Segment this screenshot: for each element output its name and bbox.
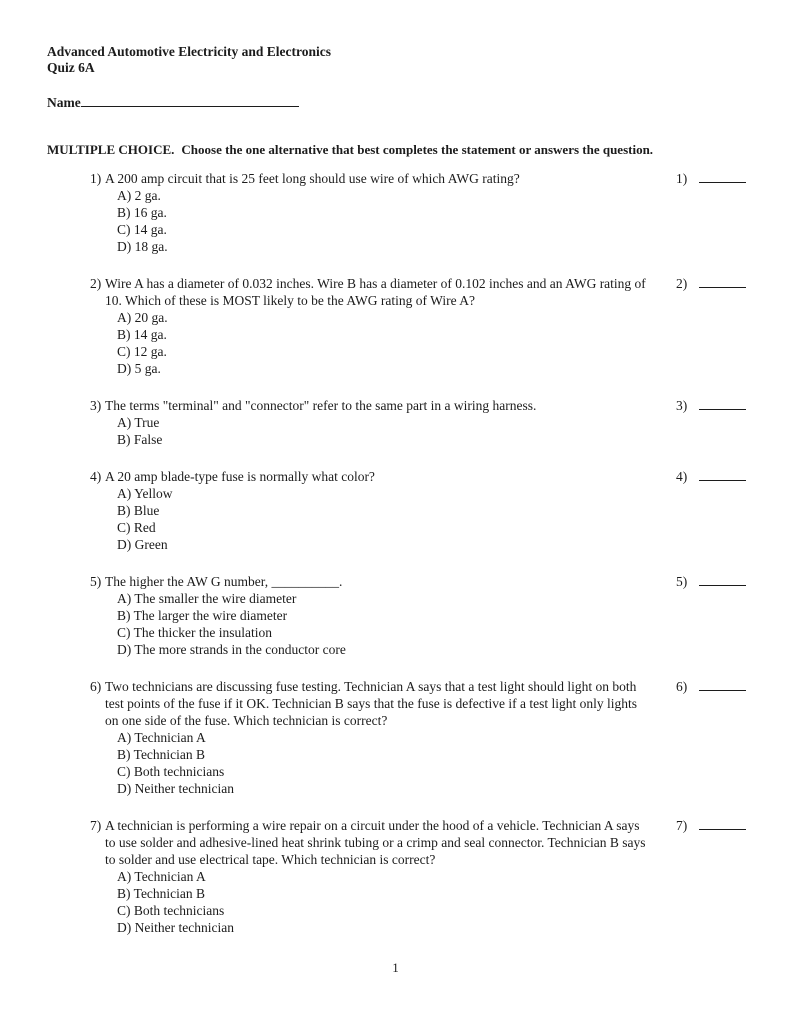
option-label: D)	[117, 642, 132, 657]
option-label: D)	[117, 781, 132, 796]
question-content	[90, 678, 650, 797]
option-row	[90, 519, 650, 536]
option-text: 18 ga.	[134, 239, 168, 254]
option-row	[90, 902, 650, 919]
quiz-title: Quiz 6A	[47, 60, 95, 75]
question-content	[90, 275, 650, 377]
question-text: A 200 amp circuit that is 25 feet long should use wire of which AWG rating?	[105, 171, 520, 186]
question-number: 4)	[90, 469, 102, 484]
option-text: 20 ga.	[134, 310, 168, 325]
question-number: 1)	[90, 171, 102, 186]
question-list	[47, 170, 748, 936]
option-label: B)	[117, 432, 131, 447]
option-row	[90, 536, 650, 553]
option-text: Both technicians	[133, 903, 225, 918]
answer-blank-field[interactable]	[699, 468, 746, 481]
question-text: The terms "terminal" and "connector" refer to the same part in a wiring harness.	[105, 398, 537, 413]
option-row	[90, 919, 650, 936]
answer-area	[676, 468, 748, 485]
option-text: Technician B	[133, 747, 206, 762]
question-block	[47, 275, 748, 377]
option-row	[90, 343, 650, 360]
option-label: C)	[117, 764, 131, 779]
answer-blank-field[interactable]	[699, 397, 746, 410]
option-label: B)	[117, 503, 131, 518]
question-content	[90, 170, 650, 255]
page-number: 1	[392, 960, 399, 975]
option-text: The smaller the wire diameter	[134, 591, 297, 606]
question-content	[90, 468, 650, 553]
question-content	[90, 817, 650, 936]
option-row	[90, 590, 650, 607]
option-text: 14 ga.	[133, 222, 167, 237]
option-text: Blue	[133, 503, 160, 518]
question-number: 5)	[90, 574, 102, 589]
answer-number: 4)	[676, 469, 688, 484]
option-row	[90, 780, 650, 797]
answer-area	[676, 170, 748, 187]
answer-blank-field[interactable]	[699, 275, 746, 288]
option-label: B)	[117, 886, 131, 901]
question-line	[90, 397, 650, 414]
option-text: 16 ga.	[133, 205, 167, 220]
question-content	[90, 397, 650, 448]
option-text: 5 ga.	[134, 361, 161, 376]
option-row	[90, 309, 650, 326]
option-text: Neither technician	[134, 920, 234, 935]
name-blank-field[interactable]	[81, 92, 299, 107]
answer-area	[676, 573, 748, 590]
question-line	[90, 275, 650, 309]
option-text: Green	[134, 537, 168, 552]
option-label: D)	[117, 239, 132, 254]
option-row	[90, 485, 650, 502]
option-text: 12 ga.	[133, 344, 167, 359]
option-list	[90, 414, 650, 448]
question-block	[47, 170, 748, 255]
option-row	[90, 360, 650, 377]
option-label: D)	[117, 920, 132, 935]
answer-area	[676, 397, 748, 414]
question-text: A 20 amp blade-type fuse is normally what color?	[105, 469, 375, 484]
option-label: B)	[117, 747, 131, 762]
option-list	[90, 485, 650, 553]
option-row	[90, 885, 650, 902]
question-block	[47, 573, 748, 658]
option-list	[90, 590, 650, 658]
question-block	[47, 397, 748, 448]
option-label: C)	[117, 625, 131, 640]
option-row	[90, 746, 650, 763]
instructions-text: Choose the one alternative that best completes the statement or answers the question.	[181, 142, 654, 157]
option-label: C)	[117, 520, 131, 535]
option-label: B)	[117, 608, 131, 623]
option-row	[90, 187, 650, 204]
course-title: Advanced Automotive Electricity and Electronics	[47, 44, 331, 59]
option-text: The thicker the insulation	[133, 625, 272, 640]
option-label: D)	[117, 537, 132, 552]
option-text: The more strands in the conductor core	[134, 642, 346, 657]
option-row	[90, 431, 650, 448]
answer-number: 7)	[676, 818, 688, 833]
option-label: C)	[117, 903, 131, 918]
answer-number: 5)	[676, 574, 688, 589]
option-row	[90, 221, 650, 238]
question-text: Wire A has a diameter of 0.032 inches. Wire B has a diameter of 0.102 inches and an AWG rating of 10. Which of these is MOST likely to be the AWG rating of Wire A?	[105, 276, 646, 308]
question-text: The higher the AW G number, __________.	[105, 574, 343, 589]
question-line	[90, 573, 650, 590]
option-row	[90, 763, 650, 780]
question-line	[90, 817, 650, 868]
option-label: A)	[117, 591, 132, 606]
answer-area	[676, 678, 748, 695]
option-row	[90, 868, 650, 885]
option-row	[90, 502, 650, 519]
answer-number: 6)	[676, 679, 688, 694]
option-list	[90, 729, 650, 797]
question-text: A technician is performing a wire repair on a circuit under the hood of a vehicle. Technician A says to use solder and adhesive-lined heat shrink tubing or a crimp and seal connector. Technician B says to solder and use electrical tape. Which technician is correct?	[105, 818, 646, 867]
option-row	[90, 607, 650, 624]
question-line	[90, 678, 650, 729]
question-block	[47, 817, 748, 936]
option-label: A)	[117, 188, 132, 203]
option-list	[90, 309, 650, 377]
option-label: C)	[117, 344, 131, 359]
question-number: 7)	[90, 818, 102, 833]
question-line	[90, 170, 650, 187]
answer-area	[676, 817, 748, 834]
answer-blank-field[interactable]	[699, 678, 746, 691]
question-block	[47, 468, 748, 553]
page-header	[47, 44, 748, 111]
question-number: 2)	[90, 276, 102, 291]
option-label: B)	[117, 327, 131, 342]
option-text: Technician B	[133, 886, 206, 901]
option-row	[90, 414, 650, 431]
option-row	[90, 238, 650, 255]
option-text: Both technicians	[133, 764, 225, 779]
option-label: A)	[117, 869, 132, 884]
option-text: False	[133, 432, 163, 447]
question-number: 3)	[90, 398, 102, 413]
option-text: True	[134, 415, 160, 430]
page-footer	[0, 959, 791, 976]
option-text: Neither technician	[134, 781, 234, 796]
option-label: B)	[117, 205, 131, 220]
instructions	[47, 141, 748, 158]
question-number: 6)	[90, 679, 102, 694]
option-list	[90, 868, 650, 936]
name-label: Name	[47, 95, 81, 110]
option-row	[90, 326, 650, 343]
option-text: Yellow	[134, 486, 173, 501]
answer-blank-field[interactable]	[699, 170, 746, 183]
answer-area	[676, 275, 748, 292]
option-text: 2 ga.	[134, 188, 161, 203]
instructions-lead: MULTIPLE CHOICE.	[47, 142, 175, 157]
question-text: Two technicians are discussing fuse testing. Technician A says that a test light should light on both test points of the fuse if it OK. Technician B says that the fuse is defective if a test light only lights on one side of the fuse. Which technician is correct?	[105, 679, 637, 728]
answer-number: 2)	[676, 276, 688, 291]
option-label: A)	[117, 486, 132, 501]
option-label: A)	[117, 310, 132, 325]
option-row	[90, 624, 650, 641]
question-line	[90, 468, 650, 485]
answer-blank-field[interactable]	[699, 573, 746, 586]
answer-number: 3)	[676, 398, 688, 413]
name-row	[47, 92, 748, 111]
question-block	[47, 678, 748, 797]
answer-blank-field[interactable]	[699, 817, 746, 830]
answer-number: 1)	[676, 171, 688, 186]
option-row	[90, 204, 650, 221]
option-label: D)	[117, 361, 132, 376]
question-content	[90, 573, 650, 658]
option-text: Technician A	[134, 869, 206, 884]
option-label: C)	[117, 222, 131, 237]
option-row	[90, 641, 650, 658]
option-list	[90, 187, 650, 255]
option-text: 14 ga.	[133, 327, 167, 342]
option-text: Red	[133, 520, 156, 535]
option-label: A)	[117, 730, 132, 745]
option-label: A)	[117, 415, 132, 430]
option-text: Technician A	[134, 730, 206, 745]
option-text: The larger the wire diameter	[133, 608, 288, 623]
option-row	[90, 729, 650, 746]
